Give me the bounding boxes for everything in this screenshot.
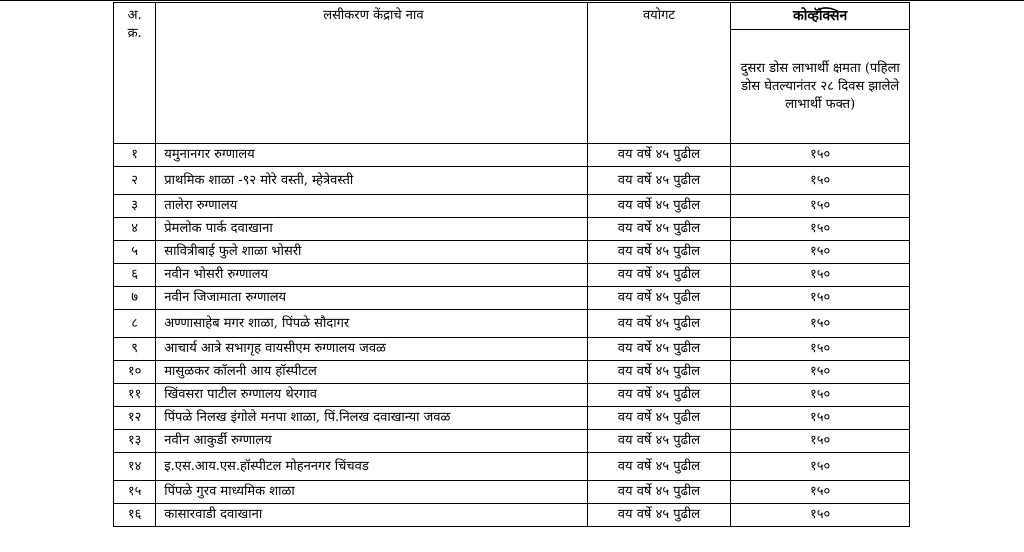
center-name-cell: आचार्य आत्रे सभागृह वायसीएम रुग्णालय जवळ [156,338,587,361]
sr-no-cell: ७ [114,287,156,310]
center-name-cell: प्राथमिक शाळा -९२ मोरे वस्ती, म्हेत्रेवस्ती [156,167,587,195]
sr-no-cell: ३ [114,195,156,218]
age-group-cell: वय वर्षे ४५ पुढील [587,338,731,361]
capacity-cell: १५० [731,218,910,241]
capacity-cell: १५० [731,338,910,361]
sr-no-cell: २ [114,167,156,195]
capacity-cell: १५० [731,384,910,407]
sr-no-cell: १५ [114,481,156,504]
table-row [114,241,910,264]
sr-no-cell: ११ [114,384,156,407]
capacity-cell: १५० [731,195,910,218]
age-group-cell: वय वर्षे ४५ पुढील [587,241,731,264]
capacity-header: दुसरा डोस लाभार्थी क्षमता (पहिला डोस घेतल्यानंतर २८ दिवस झालेले लाभार्थी फक्त) [731,30,910,144]
center-name-cell: तालेरा रुग्णालय [156,195,587,218]
table-row [114,310,910,338]
center-name-cell: अण्णासाहेब मगर शाळा, पिंपळे सौदागर [156,310,587,338]
capacity-cell: १५० [731,310,910,338]
table-body [114,3,910,527]
capacity-cell: १५० [731,241,910,264]
capacity-cell: १५० [731,361,910,384]
center-name-cell: यमुनानगर रुग्णालय [156,144,587,167]
vaccine-name-header: कोव्हॅक्सिन [731,3,910,30]
sr-no-cell: १० [114,361,156,384]
table-row [114,430,910,453]
table-row [114,287,910,310]
table-row [114,264,910,287]
table-row [114,481,910,504]
age-group-cell: वय वर्षे ४५ पुढील [587,195,731,218]
age-group-header: वयोगट [587,3,731,144]
sr-no-cell: ९ [114,338,156,361]
age-group-cell: वय वर्षे ४५ पुढील [587,167,731,195]
table-row [114,338,910,361]
table-row [114,504,910,527]
capacity-cell: १५० [731,167,910,195]
sr-no-cell: १४ [114,453,156,481]
age-group-cell: वय वर्षे ४५ पुढील [587,361,731,384]
age-group-cell: वय वर्षे ४५ पुढील [587,453,731,481]
table-row [114,167,910,195]
center-name-cell: खिंवसरा पाटील रुग्णालय थेरगाव [156,384,587,407]
sr-no-cell: १३ [114,430,156,453]
sr-no-cell: १२ [114,407,156,430]
capacity-cell: १५० [731,481,910,504]
capacity-cell: १५० [731,407,910,430]
table-row [114,407,910,430]
center-name-cell: नवीन आकुर्डी रुग्णालय [156,430,587,453]
age-group-cell: वय वर्षे ४५ पुढील [587,264,731,287]
capacity-cell: १५० [731,264,910,287]
center-name-cell: नवीन भोसरी रुग्णालय [156,264,587,287]
sr-no-cell: ८ [114,310,156,338]
age-group-cell: वय वर्षे ४५ पुढील [587,504,731,527]
capacity-cell: १५० [731,287,910,310]
center-name-cell: पिंपळे गुरव माध्यमिक शाळा [156,481,587,504]
age-group-cell: वय वर्षे ४५ पुढील [587,430,731,453]
center-name-header: लसीकरण केंद्राचे नाव [156,3,587,144]
sr-no-cell: ६ [114,264,156,287]
capacity-cell: १५० [731,144,910,167]
table-row [114,453,910,481]
capacity-cell: १५० [731,453,910,481]
age-group-cell: वय वर्षे ४५ पुढील [587,310,731,338]
sr-no-cell: १६ [114,504,156,527]
vaccination-centers-table [113,2,910,527]
age-group-cell: वय वर्षे ४५ पुढील [587,407,731,430]
center-name-cell: कासारवाडी दवाखाना [156,504,587,527]
sr-no-cell: १ [114,144,156,167]
table-row [114,218,910,241]
table-row [114,195,910,218]
sr-no-header-line2: क्र. [127,26,142,41]
age-group-cell: वय वर्षे ४५ पुढील [587,144,731,167]
center-name-cell: नवीन जिजामाता रुग्णालय [156,287,587,310]
table-row [114,361,910,384]
sr-no-header [114,3,156,144]
sr-no-header-line1: अ. [127,8,142,23]
header-row [114,3,910,30]
center-name-cell: प्रेमलोक पार्क दवाखाना [156,218,587,241]
sr-no-cell: ५ [114,241,156,264]
capacity-cell: १५० [731,504,910,527]
table-row [114,144,910,167]
age-group-cell: वय वर्षे ४५ पुढील [587,287,731,310]
table-row [114,384,910,407]
center-name-cell: मासुळकर कॉलनी आय हॉस्पीटल [156,361,587,384]
age-group-cell: वय वर्षे ४५ पुढील [587,218,731,241]
age-group-cell: वय वर्षे ४५ पुढील [587,481,731,504]
page-top-border [0,0,1024,1]
center-name-cell: पिंपळे निलख इंगोले मनपा शाळा, पिं.निलख दवाखान्या जवळ [156,407,587,430]
center-name-cell: सावित्रीबाई फुले शाळा भोसरी [156,241,587,264]
capacity-cell: १५० [731,430,910,453]
center-name-cell: इ.एस.आय.एस.हॉस्पीटल मोहननगर चिंचवड [156,453,587,481]
age-group-cell: वय वर्षे ४५ पुढील [587,384,731,407]
sr-no-cell: ४ [114,218,156,241]
